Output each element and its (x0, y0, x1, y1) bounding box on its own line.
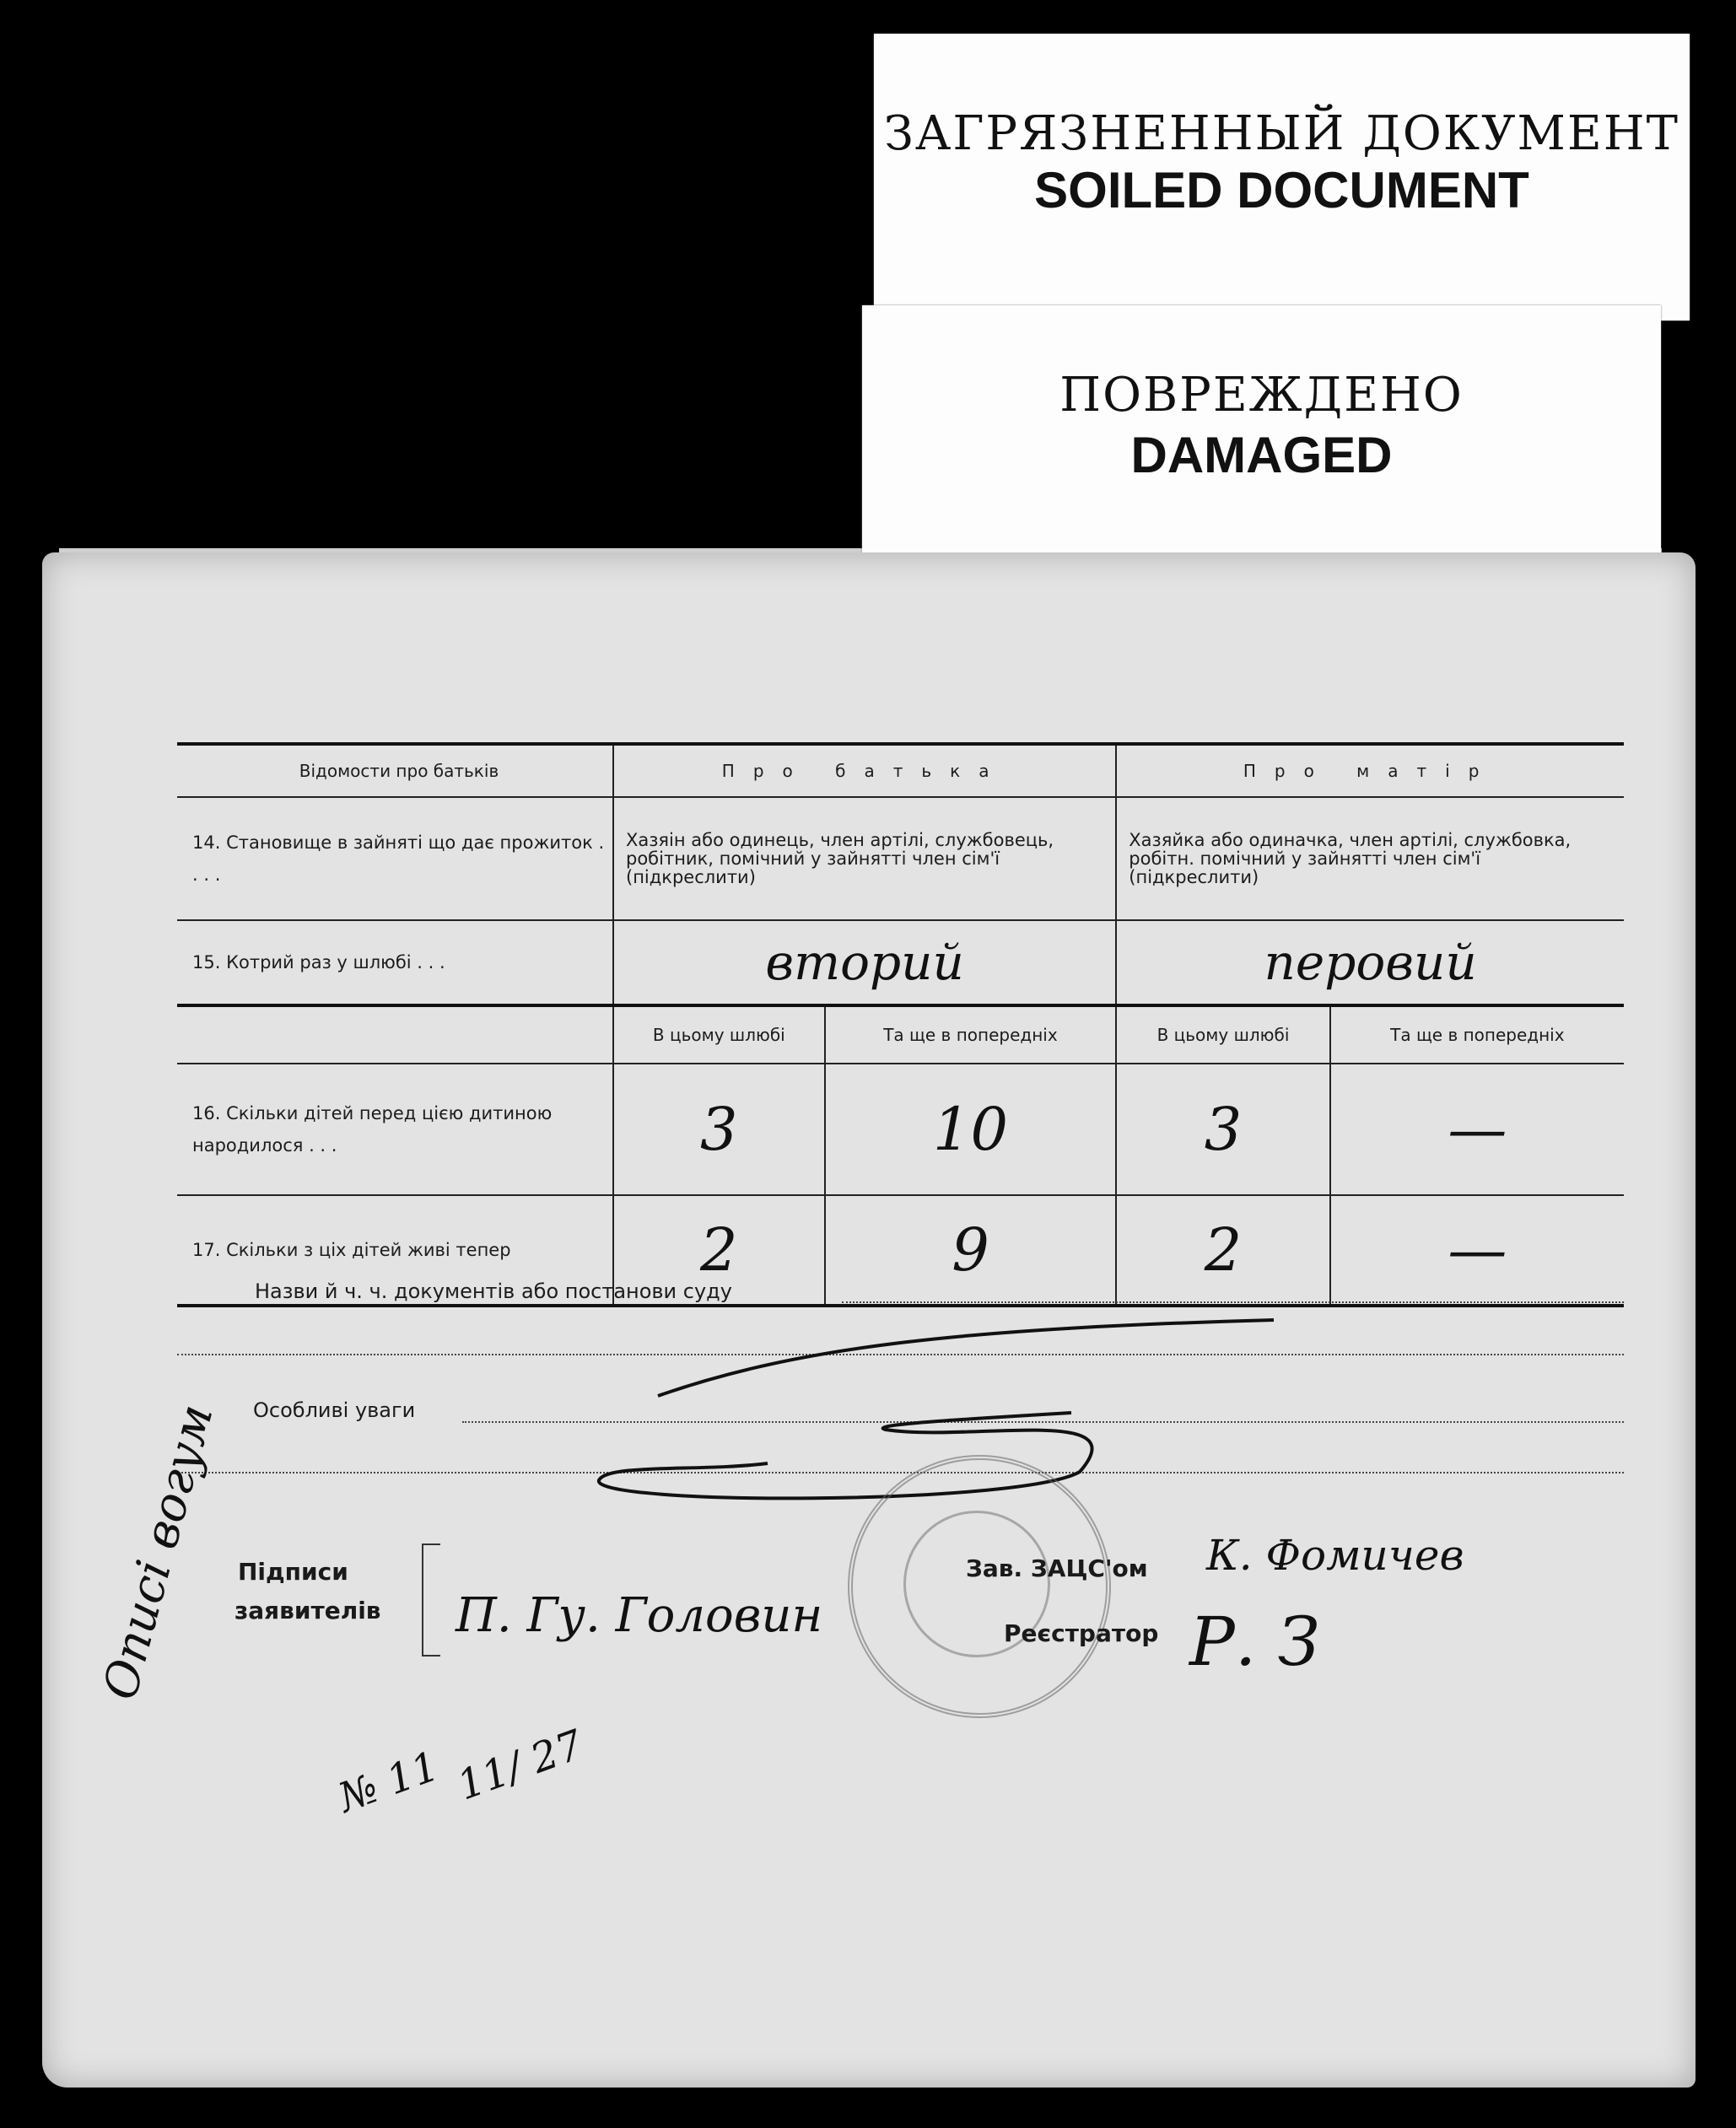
documents-label: Назви й ч. ч. документів або постанови суду (255, 1279, 732, 1303)
question-17: 17. Скільки з ціх дітей живі тепер (177, 1195, 613, 1306)
table-row-14 (177, 797, 1624, 920)
applicant-signature: П. Гу. Головин (456, 1588, 823, 1643)
soiled-document-label (874, 34, 1690, 321)
registry-form-sheet (42, 552, 1696, 2088)
table-row-16 (177, 1064, 1624, 1195)
question-14: 14. Становище в зайняті що дає прожиток . . . . (177, 797, 613, 920)
father-children-alive-prev: 9 (825, 1195, 1117, 1306)
subheader-father-this: В цьому шлюбі (613, 1005, 825, 1064)
side-note-number: № 11 (332, 1742, 445, 1823)
mother-occupation: Хазяйка або одиначка, член артілі, службовка, робітн. помічний у зайнятті член сім'ї (підкреслити) (1116, 797, 1624, 920)
question-16: 16. Скільки дітей перед цією дитиною народилося . . . (177, 1064, 613, 1195)
subheader-mother-this: В цьому шлюбі (1116, 1005, 1329, 1064)
head-zags-label: Зав. ЗАЦС'ом (966, 1554, 1148, 1582)
subheader-blank (177, 1005, 613, 1064)
side-note-handwriting: Описі вогум (93, 1398, 224, 1705)
header-mother: Про матір (1116, 744, 1624, 797)
subheader-mother-prev: Та ще в попередніх (1330, 1005, 1624, 1064)
soiled-label-ru: ЗАГРЯЗНЕННЫЙ ДОКУМЕНТ (884, 106, 1679, 161)
applicants-label-1: Підписи (238, 1558, 348, 1586)
table-header-row (177, 744, 1624, 797)
applicants-bracket (422, 1543, 440, 1657)
soiled-label-en: SOILED DOCUMENT (1034, 162, 1529, 218)
table-row-15 (177, 920, 1624, 1005)
notes-label: Особливі уваги (253, 1398, 416, 1422)
head-zags-signature: К. Фомичев (1206, 1531, 1464, 1580)
question-15: 15. Котрий раз у шлюбі . . . (177, 920, 613, 1005)
mother-marriage-count: перовий (1116, 920, 1624, 1005)
header-father: Про батька (613, 744, 1116, 797)
damaged-label-ru: ПОВРЕЖДЕНО (1059, 368, 1464, 423)
father-marriage-count: вторий (613, 920, 1116, 1005)
applicants-label-2: заявителів (235, 1597, 381, 1624)
damaged-label-en: DAMAGED (1130, 427, 1393, 483)
mother-children-born-this: 3 (1116, 1064, 1329, 1195)
parents-info-table (177, 742, 1624, 1307)
father-children-born-this: 3 (613, 1064, 825, 1195)
registrar-label: Реєстратор (1004, 1619, 1159, 1647)
subheader-father-prev: Та ще в попередніх (825, 1005, 1117, 1064)
father-children-born-prev: 10 (825, 1064, 1117, 1195)
header-parents-info: Відомости про батьків (177, 744, 613, 797)
table-subheader-row (177, 1005, 1624, 1064)
official-seal-stamp (848, 1455, 1111, 1718)
mother-children-born-prev: — (1330, 1064, 1624, 1195)
father-occupation: Хазяін або одинець, член артілі, службовець, робітник, помічний у зайнятті член сім'ї (підкреслити) (613, 797, 1116, 920)
mother-children-alive-this: 2 (1116, 1195, 1329, 1306)
registrar-signature: Р. З (1189, 1603, 1320, 1681)
side-note-number-2: 11/ 27 (451, 1721, 590, 1810)
mother-children-alive-prev: — (1330, 1195, 1624, 1306)
damaged-document-label (862, 305, 1661, 584)
father-children-alive-this: 2 (613, 1195, 825, 1306)
